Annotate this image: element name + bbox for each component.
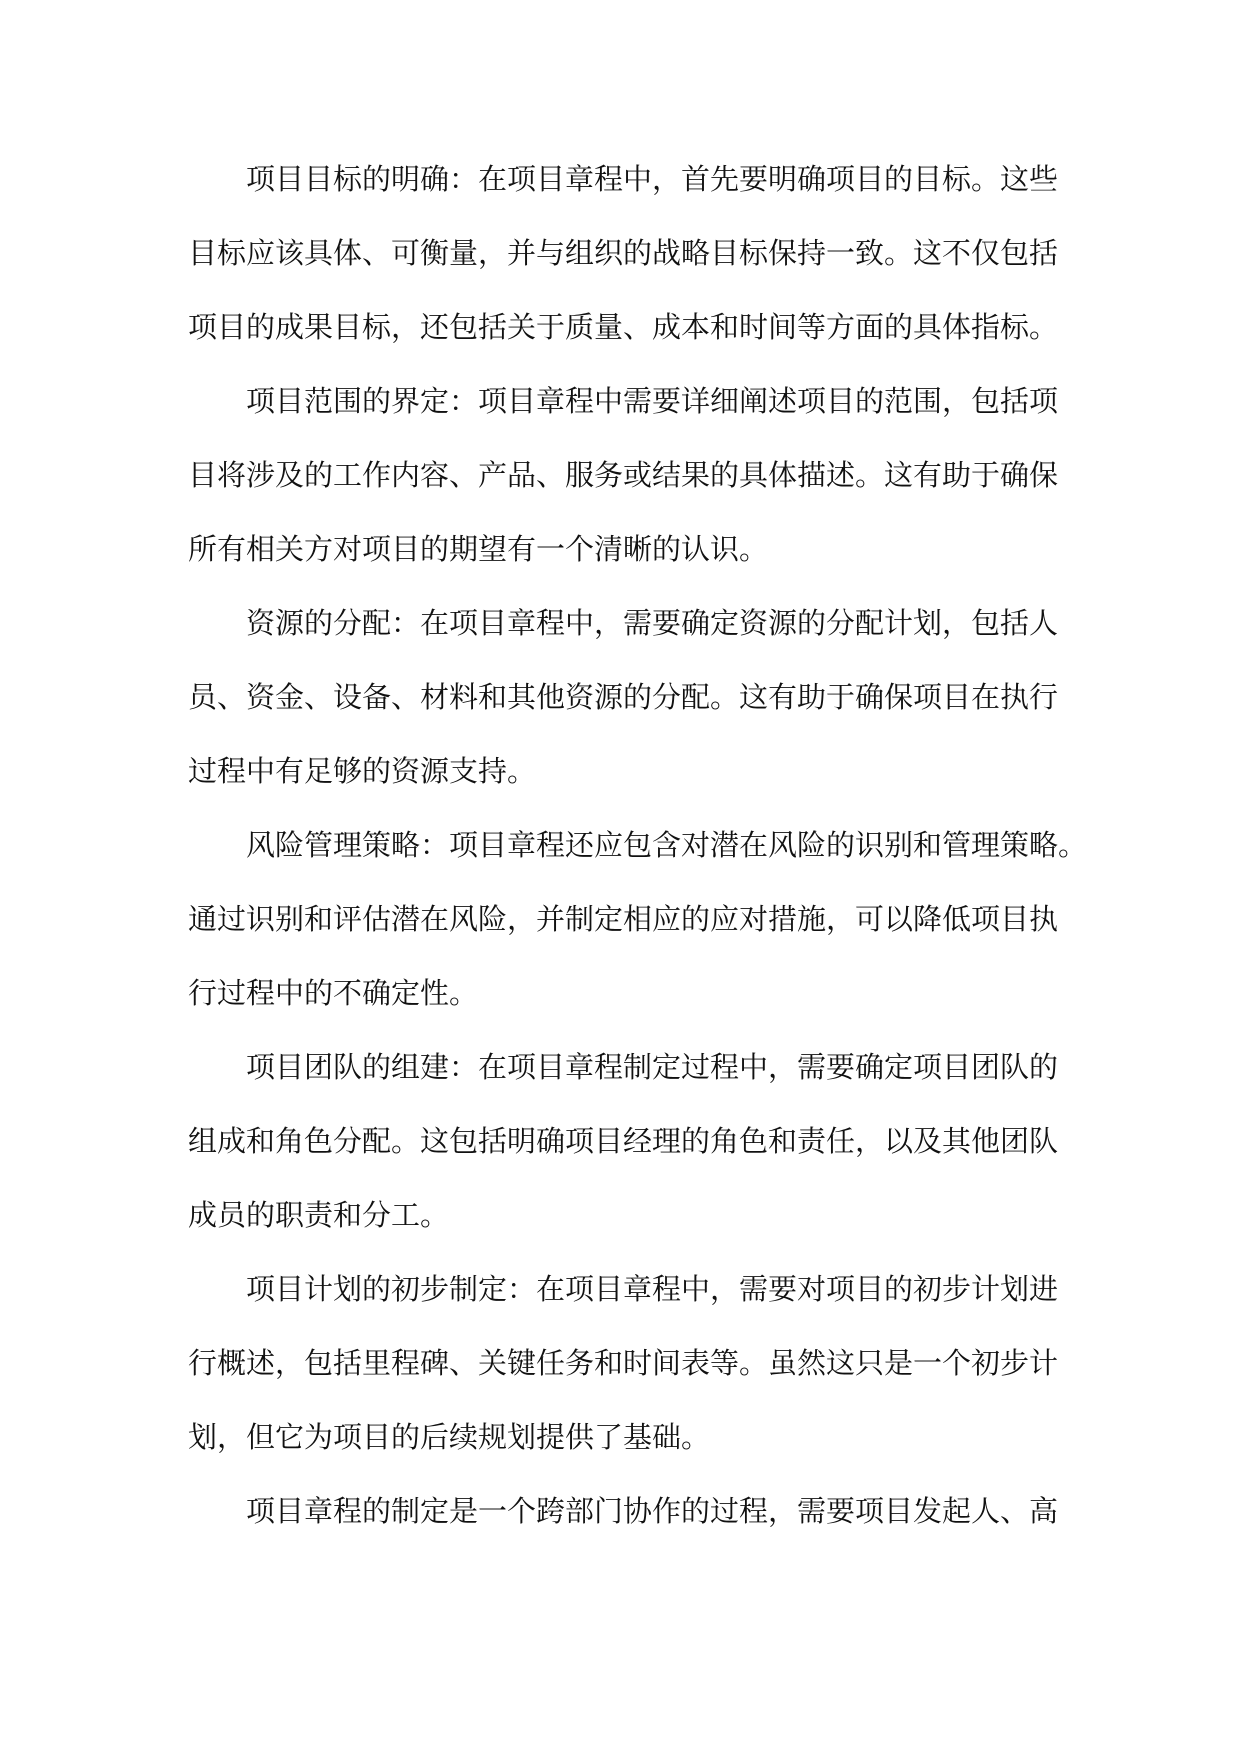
paragraph-collaboration [188,1474,1059,1548]
paragraph-risk [188,808,1088,1030]
text-line: 成员的职责和分工。 [188,1198,450,1232]
paragraph-team [188,1030,1059,1252]
text-line: 行概述，包括里程碑、关键任务和时间表等。虽然这只是一个初步计 [188,1346,1059,1380]
text-line: 资源的分配：在项目章程中，需要确定资源的分配计划，包括人 [246,606,1059,640]
document-body [188,142,1088,1548]
text-line: 过程中有足够的资源支持。 [188,754,537,788]
text-line: 划，但它为项目的后续规划提供了基础。 [188,1420,711,1454]
paragraph-plan [188,1252,1059,1474]
text-line: 目将涉及的工作内容、产品、服务或结果的具体描述。这有助于确保 [188,458,1059,492]
text-line: 通过识别和评估潜在风险，并制定相应的应对措施，可以降低项目执 [188,902,1059,936]
paragraph-resources [188,586,1059,808]
text-line: 项目团队的组建：在项目章程制定过程中，需要确定项目团队的 [246,1050,1059,1084]
text-line: 所有相关方对项目的期望有一个清晰的认识。 [188,532,769,566]
text-line: 目标应该具体、可衡量，并与组织的战略目标保持一致。这不仅包括 [188,236,1059,270]
paragraph-objectives [188,142,1059,364]
text-line: 风险管理策略：项目章程还应包含对潜在风险的识别和管理策略。 [246,828,1088,862]
text-line: 项目目标的明确：在项目章程中，首先要明确项目的目标。这些 [246,162,1059,196]
text-line: 员、资金、设备、材料和其他资源的分配。这有助于确保项目在执行 [188,680,1059,714]
text-line: 项目计划的初步制定：在项目章程中，需要对项目的初步计划进 [246,1272,1059,1306]
text-line: 项目范围的界定：项目章程中需要详细阐述项目的范围，包括项 [246,384,1059,418]
text-line: 行过程中的不确定性。 [188,976,479,1010]
paragraph-scope [188,364,1059,586]
text-line: 项目的成果目标，还包括关于质量、成本和时间等方面的具体指标。 [188,310,1059,344]
text-line: 组成和角色分配。这包括明确项目经理的角色和责任，以及其他团队 [188,1124,1059,1158]
text-line: 项目章程的制定是一个跨部门协作的过程，需要项目发起人、高 [246,1494,1059,1528]
